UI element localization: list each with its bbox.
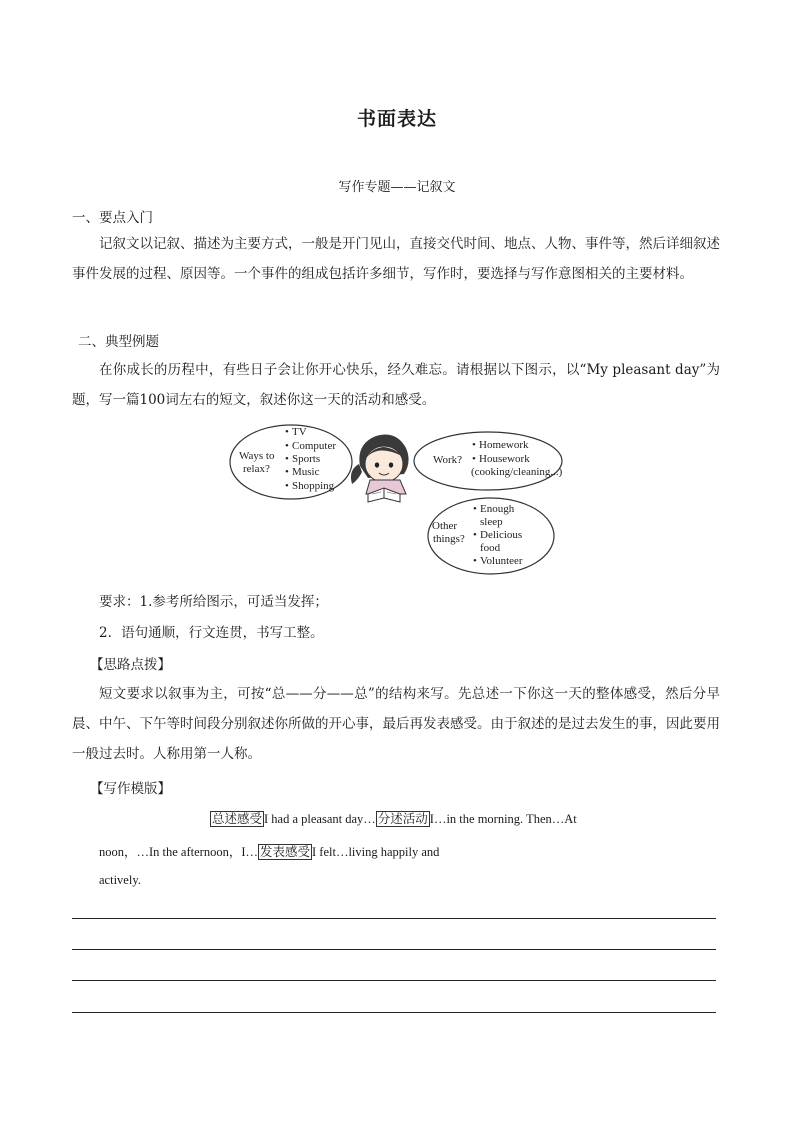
svg-text:•: • — [285, 480, 289, 492]
answer-line — [72, 918, 716, 919]
subtitle: 写作专题——记叙文 — [338, 180, 456, 195]
other-item: Delicious — [480, 529, 523, 541]
other-item: Volunteer — [480, 555, 523, 567]
section1-heading: 一、要点入门 — [72, 210, 153, 226]
template-text: I…in the morning. Then…At — [429, 812, 577, 826]
svg-text:•: • — [473, 529, 477, 541]
work-item: Homework — [479, 439, 529, 451]
section1-paragraph: 记叙文以记叙、描述为主要方式，一般是开门见山，直接交代时间、地点、人物、事件等，然后详细叙述事件发展的过程、原因等。一个事件的组成包括许多细节，写作时，要选择与写作意图相关的主要材料。 — [72, 236, 720, 282]
template-line-2 — [99, 842, 439, 860]
requirement-1: 要求：1.参考所给图示，可适当发挥； — [99, 594, 328, 610]
template-box-summary: 总述感受 — [212, 812, 263, 826]
template-text: I felt…living happily and — [312, 845, 440, 859]
template-line-3: actively. — [99, 873, 141, 887]
template-text: I had a pleasant day… — [264, 812, 376, 826]
template-heading: 【写作模版】 — [90, 781, 171, 797]
template-box-feelings: 发表感受 — [260, 845, 311, 859]
girl-reading-illustration — [351, 435, 409, 503]
work-label: Work? — [433, 454, 463, 466]
relax-item: Music — [292, 466, 320, 478]
svg-text:•: • — [472, 439, 476, 451]
template-text: noon，…In the afternoon，I… — [99, 845, 258, 859]
svg-text:•: • — [285, 466, 289, 478]
other-label: things? — [433, 533, 465, 545]
relax-items — [285, 426, 336, 492]
tips-paragraph: 短文要求以叙事为主，可按“总——分——总”的结构来写。先总述一下你这一天的整体感受，然后分早晨、中午、下午等时间段分别叙述你所做的开心事，最后再发表感受。由于叙述的是过去发生的事，因此要用一般过去时。人称用第一人称。 — [72, 686, 720, 762]
relax-label: Ways to — [239, 450, 275, 462]
section2-paragraph: 在你成长的历程中，有些日子会让你开心快乐，经久难忘。请根据以下图示，以“My pleasant day”为题，写一篇100词左右的短文，叙述你这一天的活动和感受。 — [72, 362, 720, 408]
relax-item: TV — [292, 426, 307, 438]
answer-line — [72, 949, 716, 950]
svg-text:•: • — [473, 503, 477, 515]
work-item: Housework — [479, 453, 530, 465]
work-item: (cooking/cleaning...) — [471, 466, 563, 478]
svg-text:•: • — [473, 555, 477, 567]
other-item: sleep — [480, 516, 503, 528]
relax-label: relax? — [243, 463, 270, 475]
tips-heading: 【思路点拨】 — [90, 657, 171, 673]
answer-line — [72, 980, 716, 981]
other-item: food — [480, 542, 501, 554]
answer-line — [72, 1012, 716, 1013]
svg-text:•: • — [285, 453, 289, 465]
other-label: Other — [432, 520, 458, 532]
svg-text:•: • — [472, 453, 476, 465]
diagram-figure — [228, 422, 568, 576]
template-box-activities: 分述活动 — [377, 812, 428, 826]
section2-heading: 二、典型例题 — [78, 334, 159, 350]
page-title: 书面表达 — [356, 108, 437, 130]
svg-text:•: • — [285, 426, 289, 438]
svg-text:•: • — [285, 440, 289, 452]
requirement-2: 2．语句通顺，行文连贯，书写工整。 — [99, 625, 324, 641]
template-line-1 — [210, 809, 577, 827]
relax-item: Sports — [292, 453, 321, 465]
relax-item: Computer — [292, 440, 336, 452]
relax-item: Shopping — [292, 480, 335, 492]
other-item: Enough — [480, 503, 515, 515]
